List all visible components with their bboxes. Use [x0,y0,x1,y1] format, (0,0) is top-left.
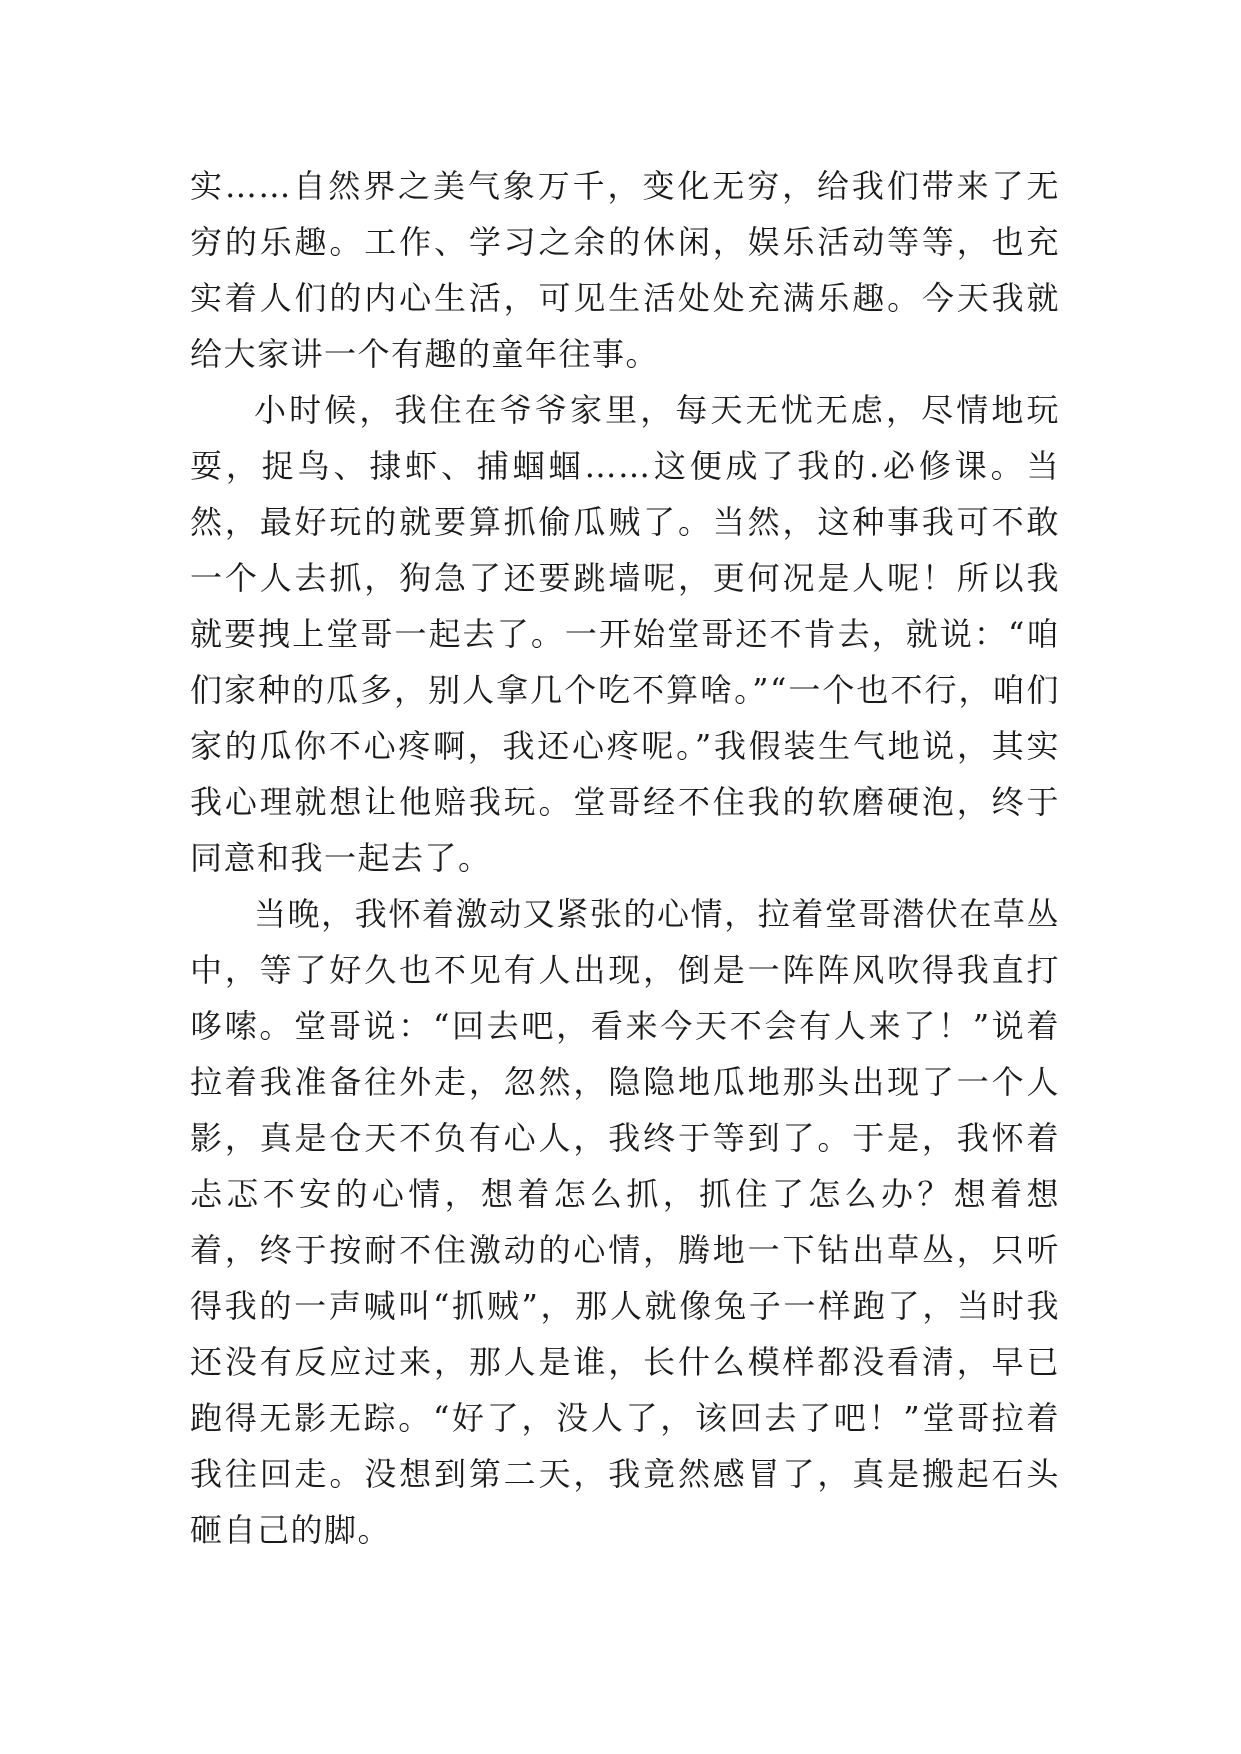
paragraph-2: 小时候，我住在爷爷家里，每天无忧无虑，尽情地玩耍，捉鸟、捸虾、捕蝈蝈……这便成了我的.必修课。当然，最好玩的就要算抓偷瓜贼了。当然，这种事我可不敢一个人去抓，狗急了还要跳墙呢，更何况是人呢！所以我就要拽上堂哥一起去了。一开始堂哥还不肯去，就说：“咱们家种的瓜多，别人拿几个吃不算啥。”“一个也不行，咱们家的瓜你不心疼啊，我还心疼呢。”我假装生气地说，其实我心理就想让他赔我玩。堂哥经不住我的软磨硬泡，终于同意和我一起去了。 [190,391,1060,877]
paragraph-3: 当晚，我怀着激动又紧张的心情，拉着堂哥潜伏在草丛中，等了好久也不见有人出现，倒是一阵阵风吹得我直打哆嗦。堂哥说：“回去吧，看来今天不会有人来了！”说着拉着我准备往外走，忽然，隐隐地瓜地那头出现了一个人影，真是仓天不负有心人，我终于等到了。于是，我怀着忐忑不安的心情，想着怎么抓，抓住了怎么办？想着想着，终于按耐不住激动的心情，腾地一下钻出草丛，只听得我的一声喊叫“抓贼”，那人就像兔子一样跑了，当时我还没有反应过来，那人是谁，长什么模样都没看清，早已跑得无影无踪。“好了，没人了，该回去了吧！”堂哥拉着我往回走。没想到第二天，我竟然感冒了，真是搬起石头砸自己的脚。 [190,895,1060,1549]
paragraph-1: 实……自然界之美气象万千，变化无穷，给我们带来了无穷的乐趣。工作、学习之余的休闲，娱乐活动等等，也充实着人们的内心生活，可见生活处处充满乐趣。今天我就给大家讲一个有趣的童年往事。 [190,167,1060,373]
document-body [190,158,1060,1558]
